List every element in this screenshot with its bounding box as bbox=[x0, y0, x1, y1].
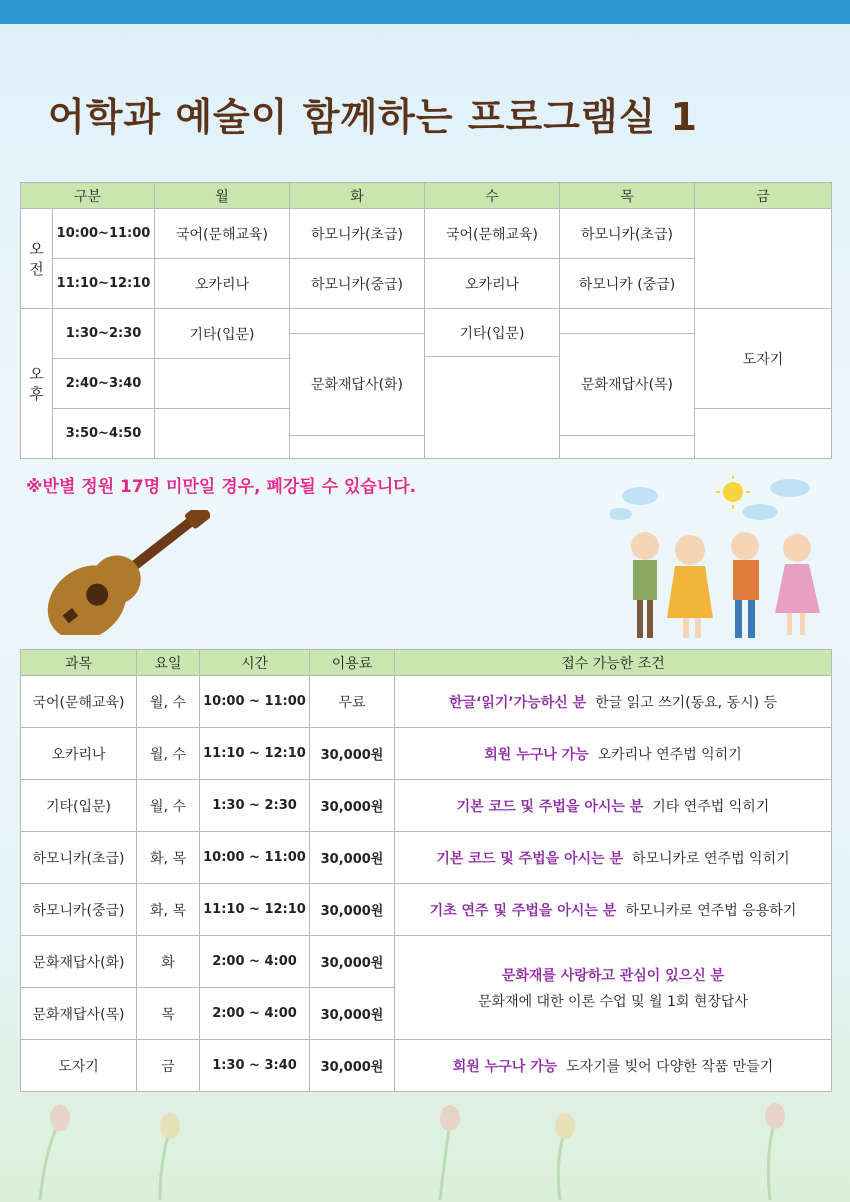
empty-cell bbox=[155, 409, 290, 459]
fee-cell: 30,000원 bbox=[310, 728, 395, 780]
time-cell: 11:10 ~ 12:10 bbox=[200, 884, 310, 936]
days-cell: 화 bbox=[137, 936, 200, 988]
time-slot: 11:10~12:10 bbox=[53, 259, 155, 309]
class-cell: 하모니카 (중급) bbox=[560, 259, 695, 309]
table-row bbox=[21, 884, 832, 936]
fee-cell: 무료 bbox=[310, 676, 395, 728]
subject-cell: 기타(입문) bbox=[21, 780, 137, 832]
table-row bbox=[21, 1040, 832, 1092]
top-bar bbox=[0, 0, 850, 24]
time-cell: 1:30 ~ 2:30 bbox=[200, 780, 310, 832]
pm-label-text: 오 후 bbox=[29, 364, 44, 403]
class-cell: 국어(문해교육) bbox=[155, 209, 290, 259]
heritage-thu-cell bbox=[560, 309, 695, 459]
schedule-header-row bbox=[21, 183, 832, 209]
flowers-decoration-icon bbox=[0, 1100, 850, 1202]
subject-cell: 하모니카(중급) bbox=[21, 884, 137, 936]
fee-cell: 30,000원 bbox=[310, 780, 395, 832]
subject-cell: 문화재답사(목) bbox=[21, 988, 137, 1040]
condition-text: 기타 연주법 익히기 bbox=[652, 798, 770, 815]
subject-cell: 문화재답사(화) bbox=[21, 936, 137, 988]
table-row bbox=[21, 676, 832, 728]
table-row bbox=[21, 832, 832, 884]
divider bbox=[560, 333, 694, 334]
condition-highlight: 문화재를 사랑하고 관심이 있으신 분 bbox=[501, 967, 725, 984]
schedule-row-1 bbox=[21, 209, 832, 259]
conditions-cell bbox=[395, 832, 832, 884]
days-cell: 월, 수 bbox=[137, 780, 200, 832]
time-slot: 2:40~3:40 bbox=[53, 359, 155, 409]
condition-text: 문화재에 대한 이론 수업 및 월 1회 현장답사 bbox=[478, 993, 748, 1010]
header-conditions: 접수 가능한 조건 bbox=[395, 650, 832, 676]
condition-highlight: 회원 누구나 가능 bbox=[484, 746, 589, 763]
time-slot: 3:50~4:50 bbox=[53, 409, 155, 459]
subject-cell: 도자기 bbox=[21, 1040, 137, 1092]
class-cell: 도자기 bbox=[695, 309, 832, 409]
heritage-conditions-cell bbox=[395, 936, 832, 1040]
header-mon: 월 bbox=[155, 183, 290, 209]
conditions-cell bbox=[395, 728, 832, 780]
days-cell: 화, 목 bbox=[137, 884, 200, 936]
closure-notice: ※반별 정원 17명 미만일 경우, 폐강될 수 있습니다. bbox=[26, 477, 417, 497]
condition-highlight: 한글‘읽기’가능하신 분 bbox=[448, 694, 587, 711]
fee-cell: 30,000원 bbox=[310, 832, 395, 884]
days-cell: 목 bbox=[137, 988, 200, 1040]
table-row bbox=[21, 780, 832, 832]
subject-cell: 하모니카(초급) bbox=[21, 832, 137, 884]
guitar-icon bbox=[40, 510, 210, 635]
header-subject: 과목 bbox=[21, 650, 137, 676]
fees-header-row bbox=[21, 650, 832, 676]
guitar-wed-cell bbox=[425, 309, 560, 459]
header-time: 시간 bbox=[200, 650, 310, 676]
time-cell: 2:00 ~ 4:00 bbox=[200, 936, 310, 988]
conditions-cell bbox=[395, 780, 832, 832]
time-cell: 10:00 ~ 11:00 bbox=[200, 832, 310, 884]
table-row bbox=[21, 728, 832, 780]
header-wed: 수 bbox=[425, 183, 560, 209]
fee-cell: 30,000원 bbox=[310, 1040, 395, 1092]
condition-text: 한글 읽고 쓰기(동요, 동시) 등 bbox=[595, 694, 778, 711]
fees-table bbox=[20, 649, 832, 1092]
header-days: 요일 bbox=[137, 650, 200, 676]
time-cell: 2:00 ~ 4:00 bbox=[200, 988, 310, 1040]
am-label bbox=[21, 209, 53, 309]
table-row bbox=[21, 936, 832, 988]
divider bbox=[290, 333, 424, 334]
time-cell: 10:00 ~ 11:00 bbox=[200, 676, 310, 728]
days-cell: 금 bbox=[137, 1040, 200, 1092]
conditions-cell bbox=[395, 1040, 832, 1092]
condition-highlight: 기본 코드 및 주법을 아시는 분 bbox=[436, 850, 624, 867]
class-cell: 하모니카(초급) bbox=[560, 209, 695, 259]
header-fee: 이용료 bbox=[310, 650, 395, 676]
condition-text: 하모니카로 연주법 응용하기 bbox=[625, 902, 797, 919]
page-title: 어학과 예술이 함께하는 프로그램실 1 bbox=[48, 95, 698, 139]
subject-cell: 국어(문해교육) bbox=[21, 676, 137, 728]
conditions-cell bbox=[395, 884, 832, 936]
heritage-tue-cell bbox=[290, 309, 425, 459]
days-cell: 월, 수 bbox=[137, 676, 200, 728]
class-cell: 오카리나 bbox=[155, 259, 290, 309]
class-cell: 국어(문해교육) bbox=[425, 209, 560, 259]
condition-highlight: 기초 연주 및 주법을 아시는 분 bbox=[429, 902, 617, 919]
condition-text: 하모니카로 연주법 익히기 bbox=[631, 850, 790, 867]
condition-text: 오카리나 연주법 익히기 bbox=[597, 746, 742, 763]
am-label-text: 오 전 bbox=[29, 239, 44, 278]
class-cell: 기타(입문) bbox=[155, 309, 290, 359]
divider bbox=[560, 435, 694, 436]
empty-cell bbox=[695, 409, 832, 459]
time-cell: 1:30 ~ 3:40 bbox=[200, 1040, 310, 1092]
conditions-cell bbox=[395, 676, 832, 728]
header-category: 구분 bbox=[21, 183, 155, 209]
days-cell: 월, 수 bbox=[137, 728, 200, 780]
condition-highlight: 기본 코드 및 주법을 아시는 분 bbox=[456, 798, 644, 815]
fee-cell: 30,000원 bbox=[310, 988, 395, 1040]
class-cell: 하모니카(초급) bbox=[290, 209, 425, 259]
empty-cell bbox=[695, 209, 832, 309]
class-cell: 하모니카(중급) bbox=[290, 259, 425, 309]
condition-highlight: 회원 누구나 가능 bbox=[452, 1058, 558, 1075]
header-tue: 화 bbox=[290, 183, 425, 209]
class-cell: 오카리나 bbox=[425, 259, 560, 309]
days-cell: 화, 목 bbox=[137, 832, 200, 884]
condition-text: 도자기를 빚어 다양한 작품 만들기 bbox=[566, 1058, 774, 1075]
header-thu: 목 bbox=[560, 183, 695, 209]
empty-cell bbox=[155, 359, 290, 409]
schedule-table bbox=[20, 182, 832, 459]
class-label: 문화재답사(목) bbox=[580, 376, 674, 393]
time-cell: 11:10 ~ 12:10 bbox=[200, 728, 310, 780]
time-slot: 10:00~11:00 bbox=[53, 209, 155, 259]
sun-cloud-icon bbox=[610, 476, 840, 536]
header-fri: 금 bbox=[695, 183, 832, 209]
class-label: 기타(입문) bbox=[425, 309, 559, 357]
class-label: 문화재답사(화) bbox=[310, 376, 404, 393]
fee-cell: 30,000원 bbox=[310, 884, 395, 936]
time-slot: 1:30~2:30 bbox=[53, 309, 155, 359]
fee-cell: 30,000원 bbox=[310, 936, 395, 988]
divider bbox=[290, 435, 424, 436]
schedule-row-3 bbox=[21, 309, 832, 359]
pm-label bbox=[21, 309, 53, 459]
subject-cell: 오카리나 bbox=[21, 728, 137, 780]
seniors-illustration-icon bbox=[615, 528, 830, 643]
